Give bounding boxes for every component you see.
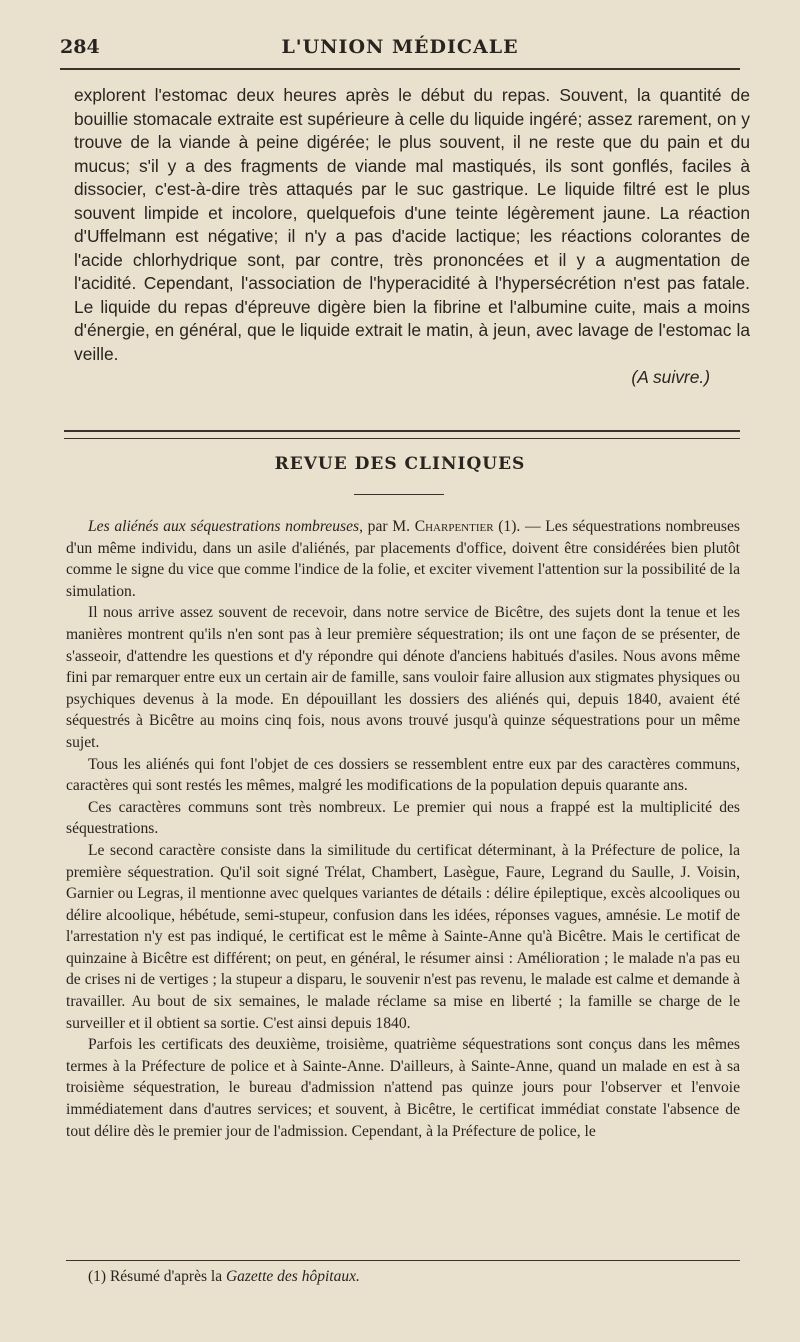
previous-article-end <box>74 84 750 390</box>
body-paragraph: Tous les aliénés qui font l'objet de ces dossiers se ressemblent entre eux par des caractères communs, caractères qui sont restés les mêmes, malgré les modifications de la population depuis quarante ans. <box>66 755 740 795</box>
intro-author: Charpentier <box>414 518 494 535</box>
clinics-review <box>66 516 740 1142</box>
title-underline <box>354 494 444 495</box>
footnote-source: Gazette des hôpitaux. <box>225 1268 360 1285</box>
running-head <box>60 30 740 66</box>
body-paragraph: Il nous arrive assez souvent de recevoir, dans notre service de Bicêtre, des sujets dont la tenue et les manières montrent qu'ils n'en sont pas à leur première séquestration; ils ont une façon de se présenter, de s'asseoir, d'attendre les questions et d'y répondre qui dénote d'anciens habitués d'asiles. Nous avons même fini par remarquer entre eux un certain air de famille, sans vouloir faire allusion aux stigmates physiques ou psychiques devenus à la mode. En dépouillant les dossiers des aliénés qui, depuis 1840, avaient été séquestrés à Bicêtre au moins cinq fois, nous avons trouvé jusqu'à quinze séquestrations pour un même sujet. <box>66 604 740 751</box>
header-rule <box>60 68 740 70</box>
body-paragraph: Ces caractères communs sont très nombreux. Le premier qui nous a frappé est la multiplicité des séquestrations. <box>66 798 740 838</box>
footnote-rule <box>66 1260 740 1261</box>
section-title: REVUE DES CLINIQUES <box>274 454 526 474</box>
intro-paragraph <box>66 516 740 602</box>
body-paragraph: Le second caractère consiste dans la similitude du certificat déterminant, à la Préfecture de police, la première séquestration. Qu'il soit signé Trélat, Chambert, Lasègue, Faure, Legrand du Saulle, J. Voisin, Garnier ou Legras, il mentionne avec quelques variantes de détails : délire épileptique, excès alcooliques ou délire alcoolique, hébétude, semi-stupeur, confusion dans les idées, réponses vagues, amnésie. Le motif de l'arrestation n'y est pas indiqué, le certificat est le même à Sainte-Anne qu'à Bicêtre. Mais le certificat de quinzaine à Bicêtre est différent; on peut, en général, le résumer ainsi : Amélioration ; le malade n'a pas eu de crises ni de vertiges ; la stupeur a disparu, le souvenir n'est pas revenu, le malade est calme et demande à travailler. Au bout de six semaines, le malade réclame sa mise en liberté ; la famille se charge de le surveiller et il obtient sa sortie. C'est ainsi depuis 1840. <box>66 841 740 1032</box>
footnote <box>88 1268 728 1286</box>
journal-title: L'UNION MÉDICALE <box>281 36 519 58</box>
intro-note: (1). — <box>493 518 546 535</box>
intro-text: Les séquestrations nombreuses d'un même individu, dans un asile d'aliénés, par placements d'office, doivent être considérées bien plutôt comme le signe du vice que comme l'indice de la folie, et exciter vivement l'attention sur la possibilité de la simulation. <box>66 518 740 600</box>
body-paragraph: Parfois les certificats des deuxième, troisième, quatrième séquestrations sont conçus dans les mêmes termes à la Préfecture de police et à Sainte-Anne. D'ailleurs, à Sainte-Anne, quand un malade en est à sa troisième séquestration, le bureau d'admission n'attend pas quinze jours pour l'observer et l'envoie immédiatement dans d'autres services; et souvent, à Bicêtre, le certificat immédiat constate l'absence de tout délire dès le premier jour de l'admission. Cependant, à la Préfecture de police, le <box>66 1036 740 1140</box>
section-divider <box>64 430 740 439</box>
intro-title: Les aliénés aux séquestrations nombreuses, <box>88 518 363 535</box>
page-number: 284 <box>60 36 100 58</box>
footnote-text: Résumé d'après la <box>109 1268 226 1285</box>
intro-by: par M. <box>362 518 415 535</box>
to-be-continued: (A suivre.) <box>631 367 710 387</box>
footnote-marker: (1) <box>88 1268 110 1285</box>
article-paragraph: explorent l'estomac deux heures après le début du repas. Souvent, la quantité de bouillie stomacale extraite est supérieure à celle du liquide ingéré; assez rarement, on y trouve de la viande à peine digérée; le plus souvent, il ne reste que du pain et du mucus; s'il y a des fragments de viande mal mastiqués, ils sont gonflés, faciles à dissocier, c'est-à-dire très attaqués par le suc gastrique. Le liquide filtré est le plus souvent limpide et incolore, quelquefois d'une teinte légèrement jaune. La réaction d'Uffelmann est négative; il n'y a pas d'acide lactique; les réactions colorantes de l'acide chlorhydrique sont, par contre, très prononcées et il y a augmentation de l'acidité. Cependant, l'association de l'hyperacidité à l'hypersécrétion n'est pas fatale. Le liquide du repas d'épreuve digère bien la fibrine et l'albumine cuite, mais a moins d'énergie, en général, que le liquide extrait le matin, à jeun, avec lavage de l'estomac la veille. <box>74 85 750 364</box>
